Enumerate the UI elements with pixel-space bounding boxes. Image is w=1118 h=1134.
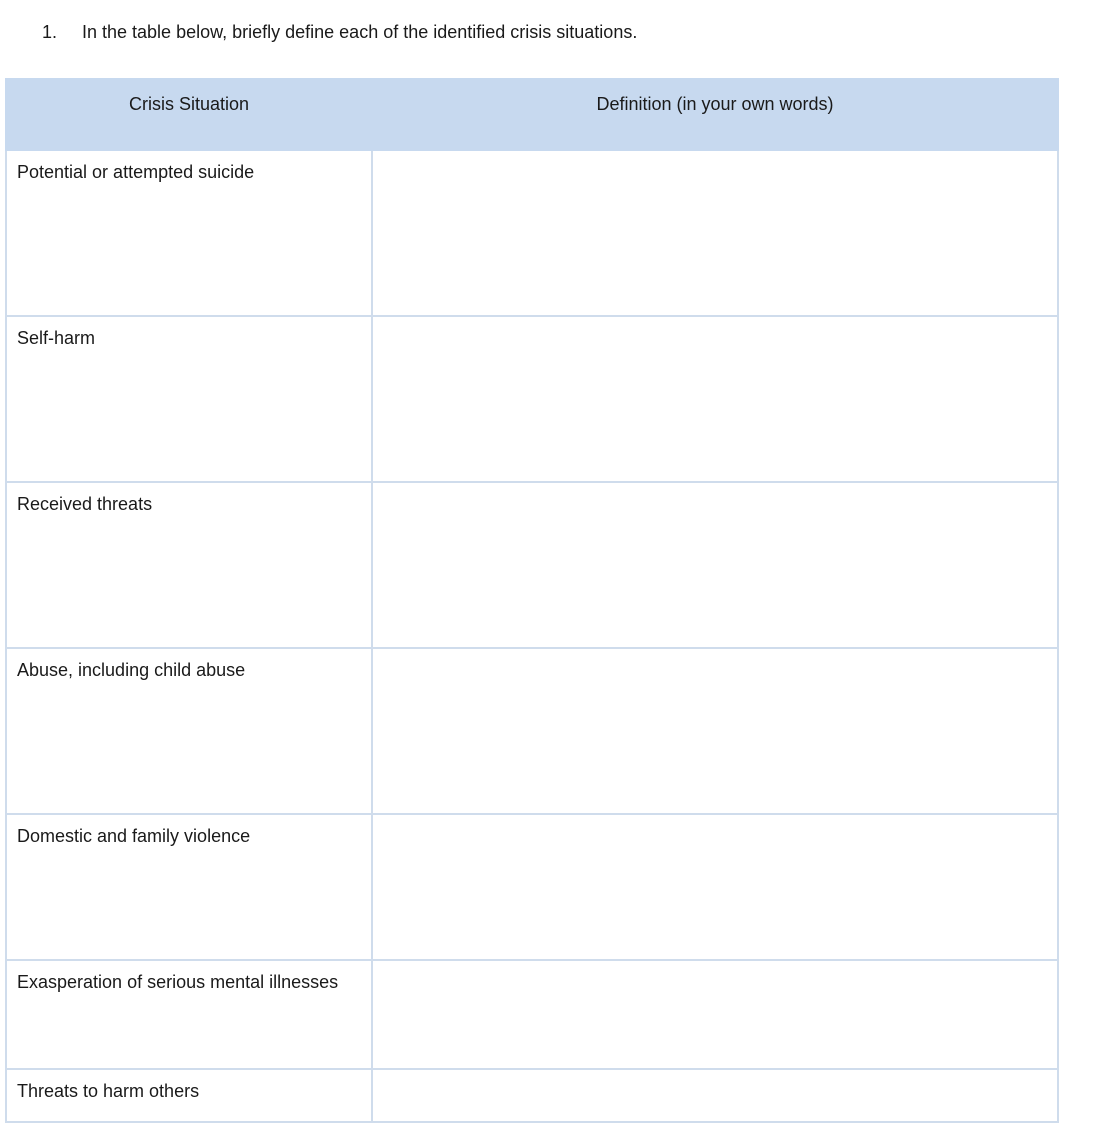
situation-cell: Domestic and family violence — [6, 814, 372, 960]
header-crisis-situation: Crisis Situation — [6, 79, 372, 150]
crisis-definition-table — [5, 78, 1059, 1123]
table-header-row — [6, 79, 1058, 150]
situation-cell: Abuse, including child abuse — [6, 648, 372, 814]
definition-cell[interactable] — [372, 814, 1058, 960]
definition-cell[interactable] — [372, 648, 1058, 814]
table-row — [6, 316, 1058, 482]
situation-cell: Threats to harm others — [6, 1069, 372, 1122]
question-number: 1. — [42, 22, 58, 42]
table-row — [6, 482, 1058, 648]
table-row — [6, 1069, 1058, 1122]
definition-cell[interactable] — [372, 150, 1058, 316]
definition-cell[interactable] — [372, 316, 1058, 482]
definition-cell[interactable] — [372, 960, 1058, 1069]
table-row — [6, 814, 1058, 960]
table-row — [6, 150, 1058, 316]
header-definition: Definition (in your own words) — [372, 79, 1058, 150]
situation-cell: Self-harm — [6, 316, 372, 482]
question-text: In the table below, briefly define each of the identified crisis situations. — [82, 22, 638, 42]
situation-cell: Exasperation of serious mental illnesses — [6, 960, 372, 1069]
situation-cell: Received threats — [6, 482, 372, 648]
table-row — [6, 960, 1058, 1069]
situation-cell: Potential or attempted suicide — [6, 150, 372, 316]
definition-cell[interactable] — [372, 1069, 1058, 1122]
question-prompt — [42, 20, 637, 44]
definition-cell[interactable] — [372, 482, 1058, 648]
table-row — [6, 648, 1058, 814]
